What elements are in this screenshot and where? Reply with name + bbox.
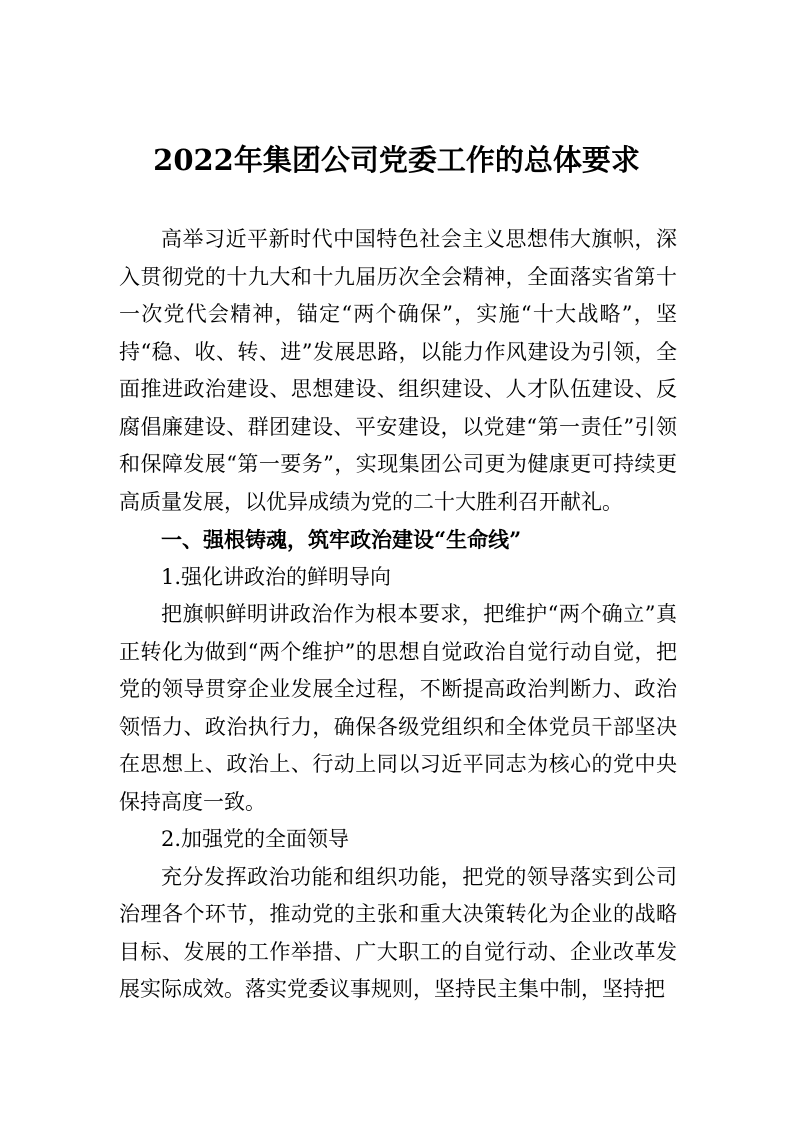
subsection-paragraph: 把旗帜鲜明讲政治作为根本要求，把维护“两个确立”真正转化为做到“两个维护”的思想自觉政治自觉行动自觉，把党的领导贯穿企业发展全过程，不断提高政治判断力、政治领悟力、政治执行力，确保各级党组织和全体党员干部坚决在思想上、政治上、行动上同以习近平同志为核心的党中央保持高度一致。 (119, 602, 677, 814)
subsection-title: 1.强化讲政治的鲜明导向 (161, 564, 392, 589)
document-body (119, 221, 677, 1009)
subsection-title: 2.加强党的全面领导 (161, 827, 350, 851)
intro-paragraph: 高举习近平新时代中国特色社会主义思想伟大旗帜，深入贯彻党的十九大和十九届历次全会精神，全面落实省第十一次党代会精神，锚定“两个确保”，实施“十大战略”，坚持“稳、收、转、进”发展思路，以能力作风建设为引领，全面推进政治建设、思想建设、组织建设、人才队伍建设、反腐倡廉建设、群团建设、平安建设，以党建“第一责任”引领和保障发展“第一要务”，实现集团公司更为健康更可持续更高质量发展，以优异成绩为党的二十大胜利召开献礼。 (119, 227, 677, 514)
document-title: 2022年集团公司党委工作的总体要求 (153, 143, 640, 177)
section-heading: 一、强根铸魂，筑牢政治建设“生命线” (161, 527, 522, 552)
subsection-paragraph: 充分发挥政治功能和组织功能，把党的领导落实到公司治理各个环节，推动党的主张和重大决策转化为企业的战略目标、发展的工作举措、广大职工的自觉行动、企业改革发展实际成效。落实党委议事规则，坚持民主集中制，坚持把 (119, 864, 677, 1001)
